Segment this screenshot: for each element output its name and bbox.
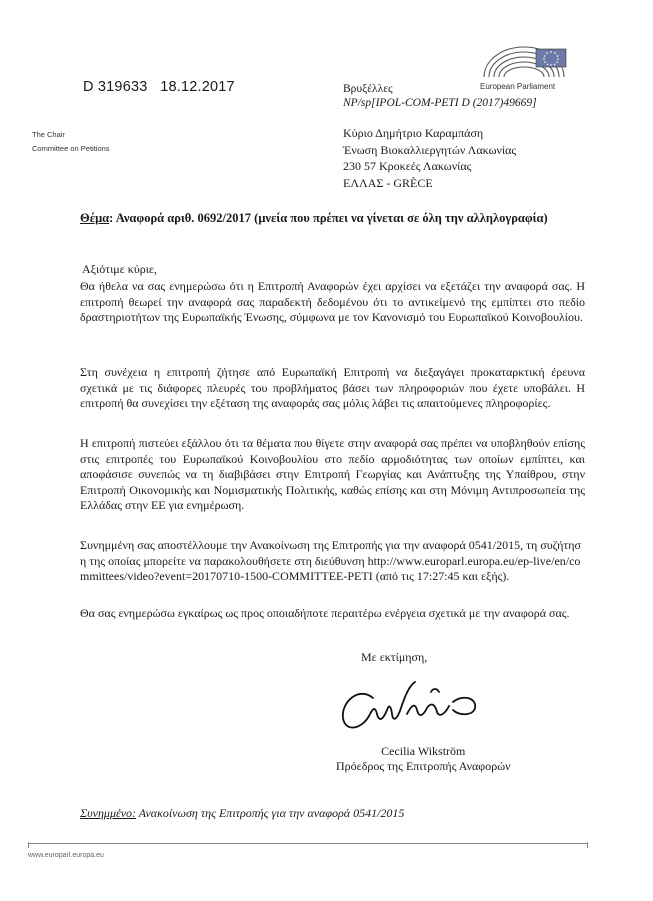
sender-block	[32, 128, 110, 156]
place: Βρυξέλλες	[343, 83, 393, 95]
body-paragraph-3: Η επιτροπή πιστεύει εξάλλου ότι τα θέματα που θίγετε στην αναφορά σας πρέπει να υποβληθούν επίσης στις επιτροπές του Ευρωπαϊκού Κοινοβουλίου στο πεδίο αρμοδιότητας των οποίων εμπίπτει, και αποφάσισε συνεπώς να τη διαβιβάσει στην Επιτροπή Γεωργίας και Ανάπτυξης της Υπαίθρου, στην Επιτροπή Οικονομικής και Νομισματικής Πολιτικής, καθώς επίσης και στη Μόνιμη Αντιπροσωπεία της Ελλάδας στην ΕΕ για ενημέρωση.	[80, 436, 585, 512]
document-date: 18.12.2017	[160, 79, 235, 95]
body-paragraph-4: Συνημμένη σας αποστέλλουμε την Ανακοίνωση της Επιτροπής για την αναφορά 0541/2015, τη συζήτηση της οποίας μπορείτε να παρακολουθήσετε στη διεύθυνση http://www.europarl.europa.eu/ep-live/en/committees/video?event=20170710-1500-COMMITTEE-PETI (από τις 17:27:45 και εξής).	[80, 538, 581, 583]
body-paragraph-1: Θα ήθελα να σας ενημερώσω ότι η Επιτροπή Αναφορών έχει αρχίσει να εξετάζει την αναφορά σας. Η επιτροπή θεωρεί την αναφορά σας παραδεκτή δεδομένου ότι το αντικείμενό της εμπίπτει στο πεδίο δραστηριοτήτων της Ευρωπαϊκής Ένωσης, σύμφωνα με τον Κανονισμό του Ευρωπαϊκού Κοινοβουλίου.	[80, 279, 585, 324]
body-paragraph-2: Στη συνέχεια η επιτροπή ζήτησε από Ευρωπαϊκή Επιτροπή να διεξαγάγει προκαταρκτική έρευνα σχετικά με τις διάφορες πλευρές του προβλήματος βάσει των πληροφοριών που έχετε υποβάλει. Η επιτροπή θα συνεχίσει την εξέταση της αναφοράς σας μόλις λάβει τις απαιτούμενες πληροφορίες.	[80, 365, 585, 410]
document-reference	[83, 79, 235, 95]
enclosure-label: Συνημμένο:	[80, 806, 137, 820]
enclosure-text: Ανακοίνωση της Επιτροπής για την αναφορά 0541/2015	[136, 806, 405, 820]
recipient-organization: Ένωση Βιοκαλλιεργητών Λακωνίας	[343, 142, 517, 157]
enclosure-line	[80, 806, 404, 821]
footer-tick-left	[28, 842, 29, 848]
chair-label: The Chair	[32, 130, 65, 139]
internal-reference: NP/sp[IPOL-COM-PETI D (2017)49669]	[343, 97, 537, 109]
signer-block	[336, 744, 511, 774]
recipient-country: ΕΛΛΑΣ - GRÈCE	[343, 175, 433, 190]
signer-title: Πρόεδρος της Επιτροπής Αναφορών	[336, 759, 511, 773]
recipient-name: Κύριο Δημήτριο Καραμπάση	[343, 126, 484, 140]
document-id: D 319633	[83, 79, 148, 95]
footer-rule	[28, 843, 588, 844]
body-paragraph-5: Θα σας ενημερώσω εγκαίρως ως προς οποιαδήποτε περαιτέρω ενέργεια σχετικά με την αναφορά σας.	[80, 606, 570, 620]
salutation: Αξιότιμε κύριε,	[82, 262, 158, 276]
recipient-postal: 230 57 Κροκεές Λακωνίας	[343, 159, 472, 173]
footer-tick-right	[587, 842, 588, 848]
handwritten-signature	[335, 672, 490, 740]
closing: Με εκτίμηση,	[361, 650, 428, 664]
logo-caption: European Parliament	[480, 82, 556, 91]
committee-label: Committee on Petitions	[32, 144, 110, 153]
subject-text: : Αναφορά αριθ. 0692/2017 (μνεία που πρέπει να γίνεται σε όλη την αλληλογραφία)	[109, 211, 548, 225]
subject-line	[80, 211, 548, 226]
recipient-address	[343, 125, 516, 191]
footer-website: www.europarl.europa.eu	[28, 852, 104, 859]
signer-name: Cecilia Wikström	[381, 744, 466, 758]
subject-label: Θέμα	[80, 211, 110, 225]
